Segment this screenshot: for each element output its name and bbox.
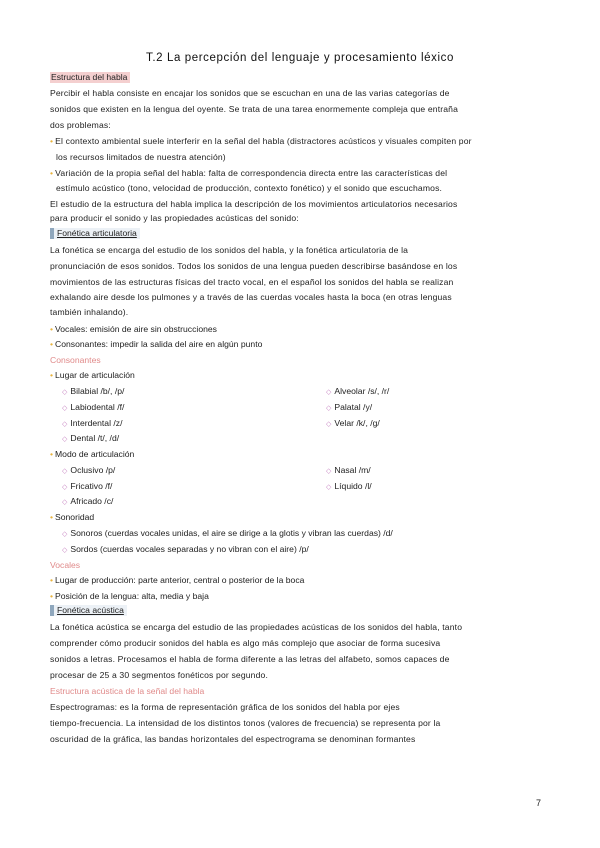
list-item: • Vocales: emisión de aire sin obstrucciones: [50, 324, 217, 334]
sub-item: ◇ Sordos (cuerdas vocales separadas y no vibran con el aire) /p/: [62, 544, 309, 554]
bullet-icon: •: [50, 136, 54, 146]
sub-item: ◇ Sonoros (cuerdas vocales unidas, el aire se dirige a la glotis y vibran las cuerdas) /d/: [62, 528, 393, 538]
bullet-icon: •: [50, 324, 54, 334]
sub-item: ◇ Interdental /z/: [62, 418, 123, 428]
intro-line: sonidos que existen en la lengua del oyente. Se trata de una tarea enormemente compleja que entraña: [50, 104, 459, 114]
section-fonetica-acustica: Fonética acústica: [50, 605, 127, 616]
sub-item: ◇ Velar /k/, /g/: [326, 418, 380, 428]
sub-item: ◇ Líquido /l/: [326, 481, 372, 491]
diamond-bullet-icon: ◇: [62, 547, 68, 554]
acustica-line: sonidos a letras. Procesamos el habla de forma diferente a las letras del alfabeto, somos capaces de: [50, 654, 450, 664]
espectro-line: Espectrogramas: es la forma de representación gráfica de los sonidos del habla por ejes: [50, 702, 400, 712]
problem-item: • Variación de la propia señal del habla: falta de correspondencia directa entre las características del: [50, 168, 448, 178]
sub-item: ◇ Dental /t/, /d/: [62, 433, 120, 443]
section-fonetica-articulatoria: Fonética articulatoria: [50, 228, 140, 239]
list-item: • Lugar de articulación: [50, 370, 135, 380]
diamond-bullet-icon: ◇: [62, 499, 68, 506]
diamond-bullet-icon: ◇: [62, 531, 68, 538]
page-number: 7: [536, 798, 542, 808]
list-item: • Posición de la lengua: alta, media y baja: [50, 591, 209, 601]
list-item: • Sonoridad: [50, 512, 95, 522]
sub-item: ◇ Nasal /m/: [326, 465, 371, 475]
diamond-bullet-icon: ◇: [62, 405, 68, 412]
list-item: • Lugar de producción: parte anterior, central o posterior de la boca: [50, 575, 305, 585]
sub-item: ◇ Labiodental /f/: [62, 402, 125, 412]
section-estructura-del-habla: Estructura del habla: [50, 72, 130, 83]
consonantes-heading: Consonantes: [50, 355, 101, 365]
problem-item-cont: estímulo acústico (tono, velocidad de producción, contexto fonético) y el sonido que escuchamos.: [56, 183, 443, 193]
diamond-bullet-icon: ◇: [62, 389, 68, 396]
sub-item: ◇ Bilabial /b/, /p/: [62, 386, 125, 396]
sub-item: ◇ Palatal /y/: [326, 402, 373, 412]
list-item: • Consonantes: impedir la salida del aire en algún punto: [50, 339, 263, 349]
bullet-icon: •: [50, 339, 54, 349]
articulatoria-line: pronunciación de esos sonidos. Todos los sonidos de una lengua pueden describirse basándose en los: [50, 261, 458, 271]
estructura-acustica-heading: Estructura acústica de la señal del habla: [50, 686, 205, 696]
espectro-line: oscuridad de la gráfica, las bandas horizontales del espectrograma se denominan formantes: [50, 734, 416, 744]
estudio-line: para producir el sonido y las propiedades acústicas del sonido:: [50, 213, 299, 223]
vocales-heading: Vocales: [50, 560, 81, 570]
espectro-line: tiempo-frecuencia. La intensidad de los distintos tonos (valores de frecuencia) se representa por la: [50, 718, 441, 728]
bullet-icon: •: [50, 575, 54, 585]
bullet-icon: •: [50, 168, 54, 178]
diamond-bullet-icon: ◇: [326, 405, 332, 412]
articulatoria-line: también inhalando).: [50, 307, 129, 317]
diamond-bullet-icon: ◇: [62, 436, 68, 443]
sub-item: ◇ Fricativo /f/: [62, 481, 113, 491]
problem-item-cont: los recursos limitados de nuestra atención): [56, 152, 226, 162]
diamond-bullet-icon: ◇: [326, 484, 332, 491]
bullet-icon: •: [50, 591, 54, 601]
estudio-line: El estudio de la estructura del habla implica la descripción de los movimientos articulatorios necesarios: [50, 199, 458, 209]
acustica-line: comprender cómo producir sonidos del habla es algo más complejo que asociar de forma sucesiva: [50, 638, 441, 648]
diamond-bullet-icon: ◇: [326, 389, 332, 396]
intro-line: Percibir el habla consiste en encajar los sonidos que se escuchan en una de las varias categorías de: [50, 88, 450, 98]
bullet-icon: •: [50, 512, 54, 522]
articulatoria-line: La fonética se encarga del estudio de los sonidos del habla, y la fonética articulatoria de la: [50, 245, 409, 255]
diamond-bullet-icon: ◇: [326, 468, 332, 475]
articulatoria-line: movimientos de las estructuras físicas del tracto vocal, en el español los sonidos del habla se realizan: [50, 277, 454, 287]
intro-line: dos problemas:: [50, 120, 111, 130]
diamond-bullet-icon: ◇: [326, 421, 332, 428]
sub-item: ◇ Oclusivo /p/: [62, 465, 116, 475]
diamond-bullet-icon: ◇: [62, 484, 68, 491]
diamond-bullet-icon: ◇: [62, 421, 68, 428]
sub-item: ◇ Africado /c/: [62, 496, 114, 506]
acustica-line: La fonética acústica se encarga del estudio de las propiedades acústicas de los sonidos del habla, tanto: [50, 622, 463, 632]
diamond-bullet-icon: ◇: [62, 468, 68, 475]
bullet-icon: •: [50, 449, 54, 459]
sub-item: ◇ Alveolar /s/, /r/: [326, 386, 390, 396]
acustica-line: procesar de 25 a 30 segmentos fonéticos por segundo.: [50, 670, 269, 680]
articulatoria-line: exhalando aire desde los pulmones y a través de las cuerdas vocales hasta la boca (en otras lenguas: [50, 292, 452, 302]
page-title: T.2 La percepción del lenguaje y procesamiento léxico: [146, 52, 454, 64]
problem-item: • El contexto ambiental suele interferir en la señal del habla (distractores acústicos y visuales compiten por: [50, 136, 472, 146]
list-item: • Modo de articulación: [50, 449, 135, 459]
bullet-icon: •: [50, 370, 54, 380]
